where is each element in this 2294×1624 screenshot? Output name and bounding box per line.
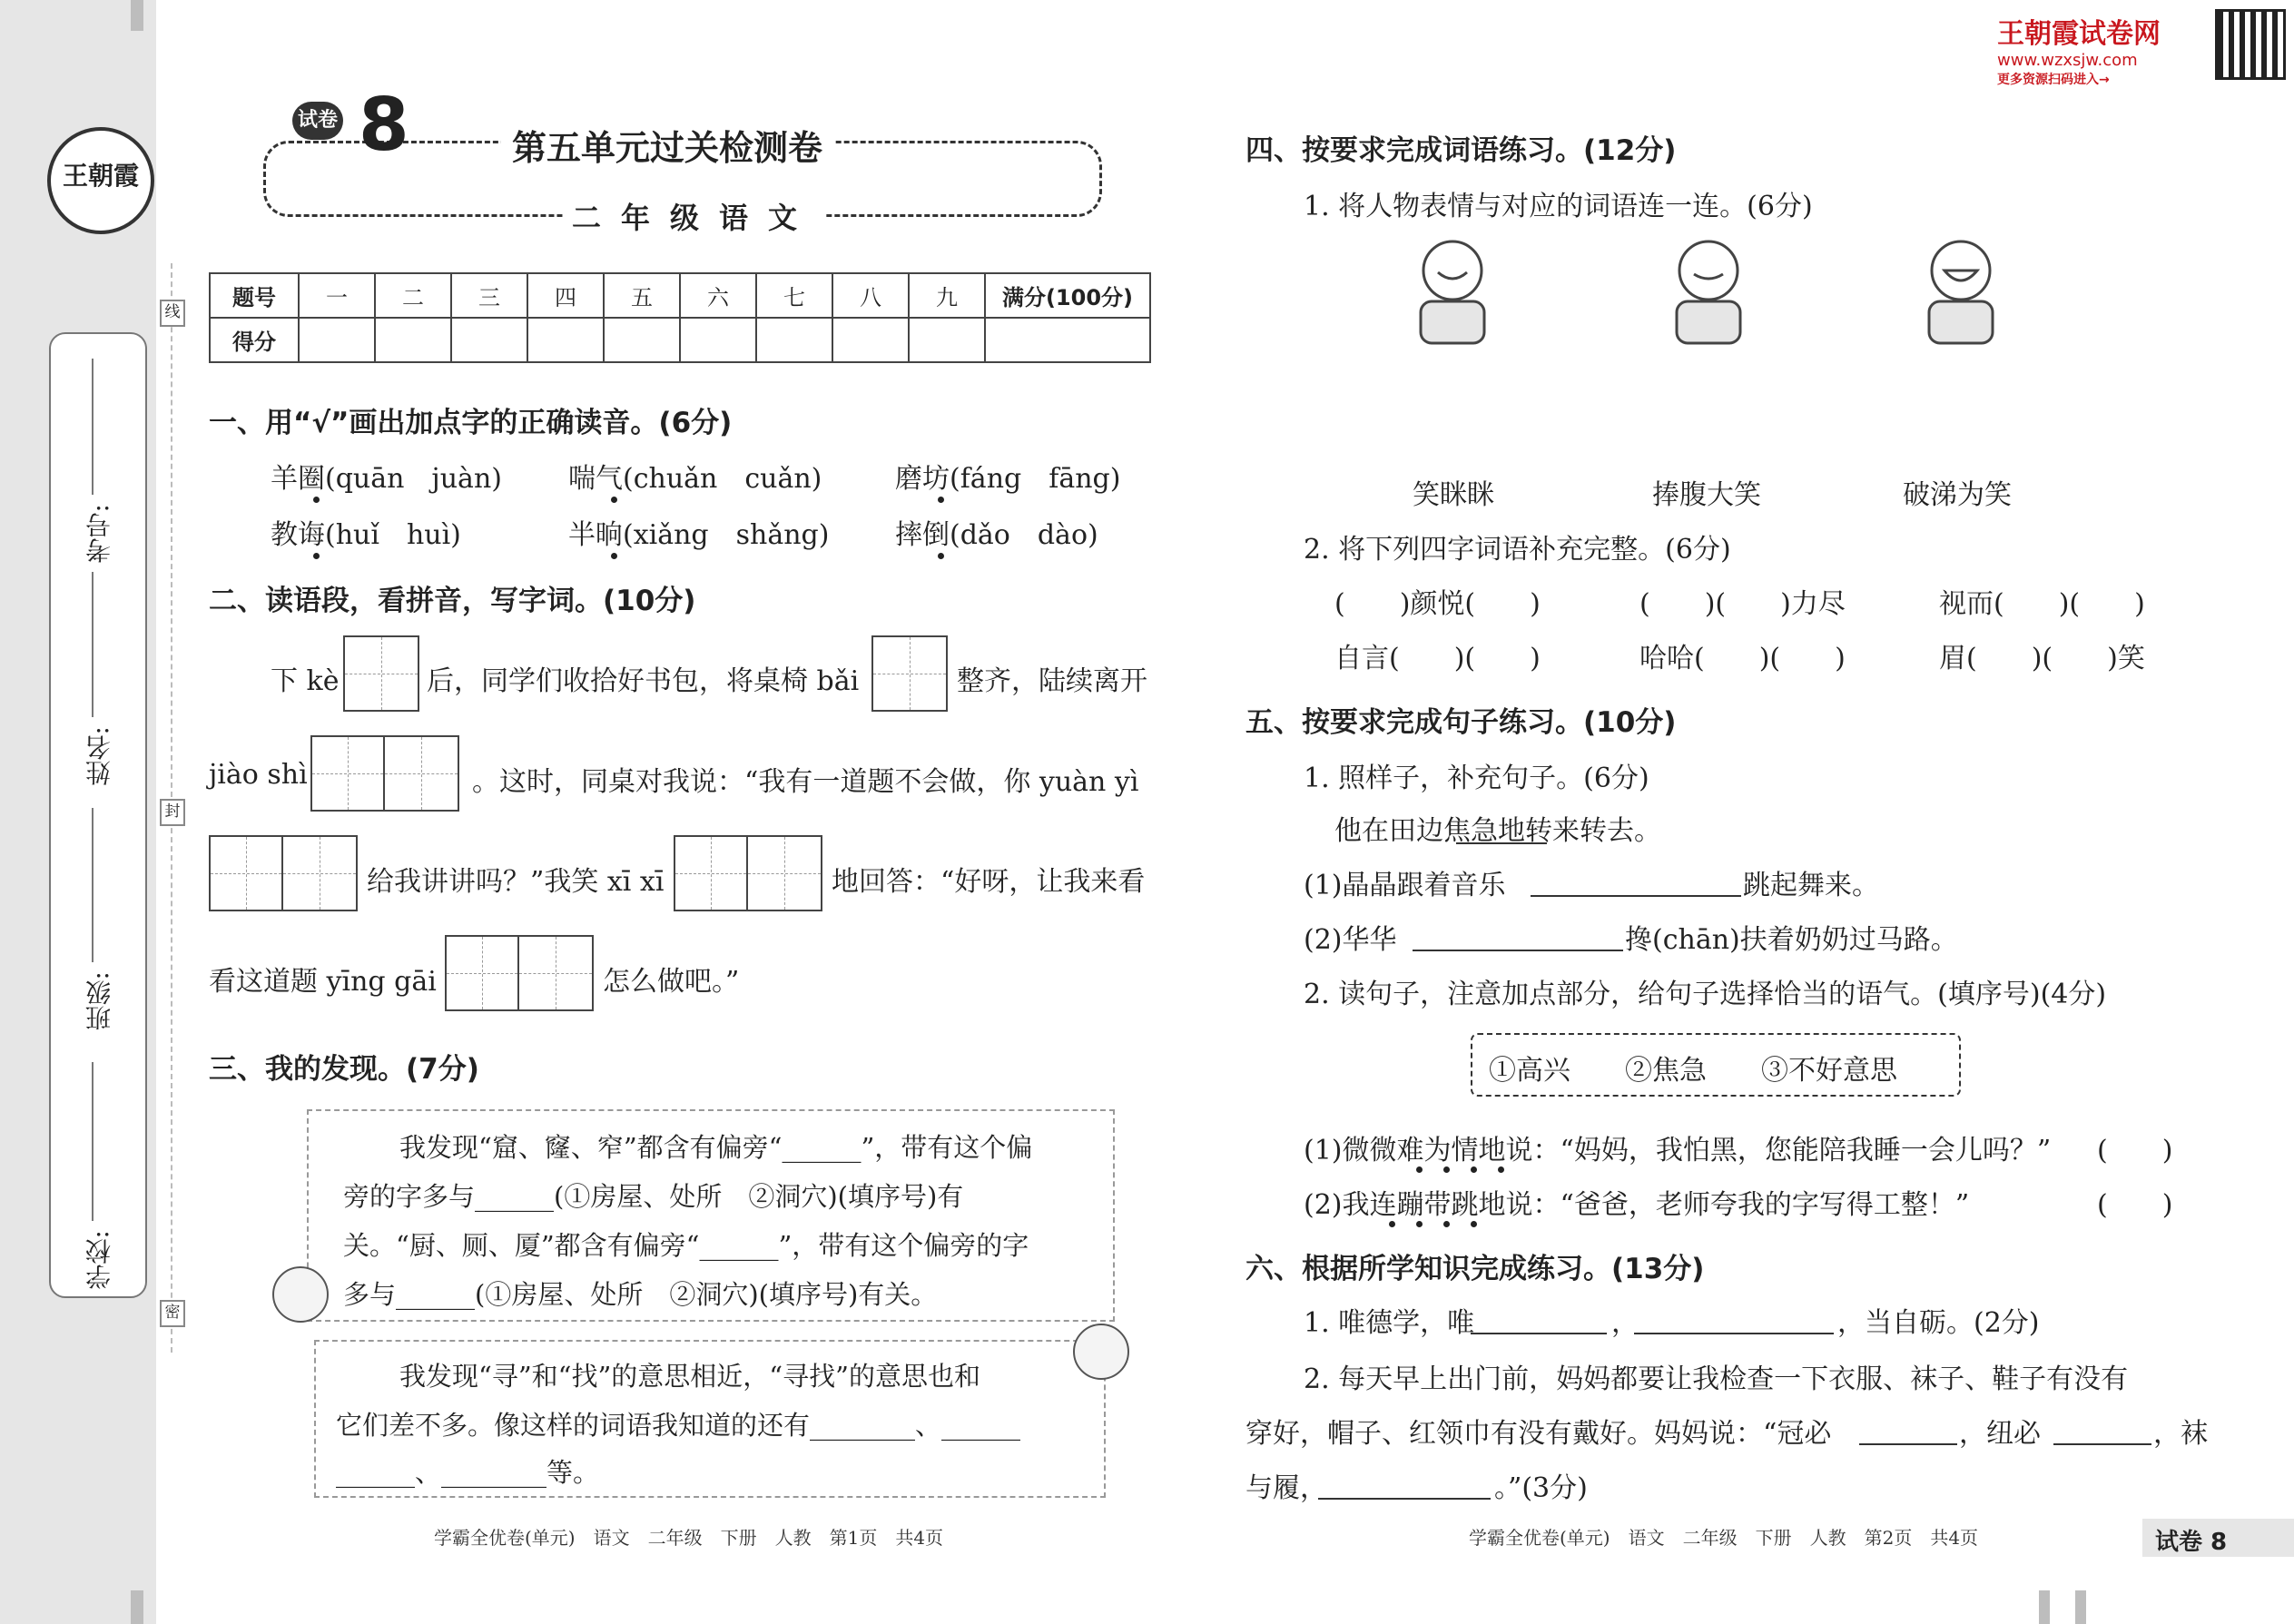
answer-line[interactable] <box>1318 1498 1491 1500</box>
idiom-blank[interactable]: ( )( )力尽 <box>1639 588 1846 620</box>
passage-text: 给我讲讲吗？”我笑 xī xī <box>367 866 665 898</box>
section-6-title: 六、根据所学知识完成练习。(13分) <box>1245 1253 1705 1285</box>
question-text: 1. 照样子，补充句子。(6分) <box>1304 763 1649 794</box>
pinyin-choice[interactable]: 羊圈(quān juàn) <box>271 463 502 495</box>
passage-text: 整齐，陆续离开 <box>957 665 1147 697</box>
table-cell: 五 <box>604 273 680 318</box>
emphasis-dot <box>1416 1221 1423 1227</box>
section-2-title: 二、读语段，看拼音，写字词。(10分) <box>209 585 696 617</box>
brand-block <box>1997 11 2161 88</box>
class-label: 班级: <box>84 971 114 1031</box>
score-table <box>209 272 1151 363</box>
passage-text: 后，同学们收拾好书包，将桌椅 bǎi <box>427 665 860 697</box>
table-cell: 三 <box>451 273 527 318</box>
question-text: 1. 将人物表情与对应的词语连一连。(6分) <box>1304 191 1813 222</box>
question-text: 。”(3分) <box>1494 1472 1588 1504</box>
idiom-blank[interactable]: 视而( )( ) <box>1939 588 2145 620</box>
example-underline <box>1456 842 1547 844</box>
passage-text: 。这时，同桌对我说：“我有一道题不会做，你 yuàn yì <box>472 766 1139 798</box>
emphasis-dot <box>938 497 944 503</box>
sentence-text: (2)我连蹦带跳地说：“爸爸，老师夸我的字写得工整！” <box>1304 1189 1970 1221</box>
section-1-title: 一、用“√”画出加点字的正确读音。(6分) <box>209 407 733 439</box>
table-row <box>210 273 1150 318</box>
score-input[interactable] <box>680 318 756 362</box>
score-input[interactable] <box>909 318 985 362</box>
discovery-line[interactable]: 多与______(①房屋、处所 ②洞穴)(填序号)有关。 <box>343 1279 938 1310</box>
fold-mark: 密 <box>160 1300 185 1327</box>
page-title: 第五单元过关检测卷 <box>501 120 833 170</box>
discovery-line[interactable]: 它们差不多。像这样的词语我知道的还有________、______ <box>336 1410 1021 1441</box>
table-cell: 七 <box>756 273 832 318</box>
example-sentence: 他在田边焦急地转来转去。 <box>1334 815 1661 847</box>
emphasis-dot <box>938 553 944 559</box>
table-cell: 八 <box>832 273 909 318</box>
emphasis-dot <box>1443 1166 1450 1173</box>
question-text: ， <box>1611 1307 1639 1339</box>
emphasis-dot <box>1498 1166 1504 1173</box>
emphasis-dot <box>1471 1221 1477 1227</box>
score-input[interactable] <box>451 318 527 362</box>
emphasis-dot <box>313 497 320 503</box>
question-text: 2. 将下列四字词语补充完整。(6分) <box>1304 534 1731 566</box>
score-input[interactable] <box>985 318 1150 362</box>
sentence-text: (2)华华 <box>1304 924 1397 956</box>
name-label: 姓名: <box>84 726 114 786</box>
question-text: 2. 每天早上出门前，妈妈都要让我检查一下衣服、袜子、鞋子有没有 <box>1304 1363 2129 1395</box>
girl-avatar-icon <box>272 1266 329 1323</box>
strip-marker-bottom <box>131 1590 143 1624</box>
corner-marker <box>2075 1590 2086 1624</box>
footer-right: 学霸全优卷(单元) 语文 二年级 下册 人教 第2页 共4页 <box>1469 1527 1979 1549</box>
faces-illustration <box>1407 236 2043 345</box>
answer-paren[interactable]: ( ) <box>2097 1135 2173 1166</box>
question-text: ，当自砺。(2分) <box>1837 1307 2040 1339</box>
passage-text: 看这道题 yīng gāi <box>209 966 437 998</box>
sentence-text: 跳起舞来。 <box>1743 870 1879 901</box>
fold-mark: 线 <box>160 300 185 327</box>
name-line[interactable] <box>92 572 94 717</box>
question-text: ，袜 <box>2153 1418 2208 1450</box>
idiom-blank[interactable]: ( )颜悦( ) <box>1334 588 1541 620</box>
sentence-text: (1)微微难为情地说：“妈妈，我怕黑，您能陪我睡一会儿吗？” <box>1304 1135 2052 1166</box>
table-row <box>210 318 1150 362</box>
pinyin-choice[interactable]: 摔倒(dǎo dào) <box>895 519 1098 551</box>
strip-marker-top <box>131 0 143 31</box>
answer-line[interactable] <box>1413 950 1623 951</box>
passage-text: 怎么做吧。” <box>603 966 740 998</box>
table-cell: 四 <box>527 273 604 318</box>
question-text: 穿好，帽子、红领巾有没有戴好。妈妈说：“冠必 <box>1245 1418 1832 1450</box>
score-input[interactable] <box>756 318 832 362</box>
score-input[interactable] <box>527 318 604 362</box>
emphasis-dot <box>1443 1221 1450 1227</box>
answer-paren[interactable]: ( ) <box>2097 1189 2173 1221</box>
emphasis-dot <box>313 553 320 559</box>
section-3-title: 三、我的发现。(7分) <box>209 1053 479 1086</box>
question-text: 2. 读句子，注意加点部分，给句子选择恰当的语气。(填序号)(4分) <box>1304 979 2107 1010</box>
table-cell: 一 <box>299 273 375 318</box>
idiom-blank[interactable]: 自言( )( ) <box>1334 643 1541 674</box>
score-input[interactable] <box>832 318 909 362</box>
exam-no-line[interactable] <box>92 359 94 495</box>
passage-text: 地回答：“好呀，让我来看 <box>832 866 1146 898</box>
section-4-title: 四、按要求完成词语练习。(12分) <box>1245 134 1677 167</box>
page-subtitle: 二年级语文 <box>563 195 826 237</box>
passage-text: jiào shì <box>209 759 308 791</box>
brand-name: 王朝霞试卷网 <box>1997 18 2161 50</box>
question-text: 1. 唯德学，唯 <box>1304 1307 1475 1339</box>
school-label: 学校: <box>84 1230 114 1290</box>
table-cell: 得分 <box>210 318 299 362</box>
writing-grid[interactable] <box>674 835 822 911</box>
exam-no-label: 考号: <box>84 504 114 564</box>
question-text: ，纽必 <box>1959 1418 2041 1450</box>
tone-options: ①高兴 ②焦急 ③不好意思 <box>1489 1055 1897 1087</box>
writing-grid[interactable] <box>343 635 419 712</box>
sentence-text: (1)晶晶跟着音乐 <box>1304 870 1506 901</box>
table-cell: 满分(100分) <box>985 273 1150 318</box>
discovery-line[interactable]: 旁的字多与______(①房屋、处所 ②洞穴)(填序号)有 <box>343 1181 964 1212</box>
question-text: 与履， <box>1245 1472 1327 1504</box>
score-input[interactable] <box>299 318 375 362</box>
smiling-face-icon <box>1421 241 1484 343</box>
match-word[interactable]: 笑眯眯 <box>1413 479 1494 511</box>
discovery-line[interactable]: ______、________等。 <box>336 1457 600 1488</box>
exam-number: 8 <box>359 83 409 167</box>
school-line[interactable] <box>92 1062 94 1221</box>
logo: 王朝霞 <box>47 127 154 234</box>
crying-laugh-face-icon <box>1677 241 1740 343</box>
laughing-face-icon <box>1929 241 1993 343</box>
pinyin-choice[interactable]: 磨坊(fáng fāng) <box>895 463 1121 495</box>
discovery-line[interactable]: 关。“厨、厕、厦”都含有偏旁“______”，带有这个偏旁的字 <box>343 1230 1029 1261</box>
writing-grid[interactable] <box>310 735 459 812</box>
footer-left: 学霸全优卷(单元) 语文 二年级 下册 人教 第1页 共4页 <box>434 1527 944 1549</box>
pinyin-choice[interactable]: 喘气(chuǎn cuǎn) <box>568 463 822 495</box>
idiom-blank[interactable]: 眉( )( )笑 <box>1939 643 2145 674</box>
table-cell: 题号 <box>210 273 299 318</box>
answer-line[interactable] <box>1859 1443 1957 1445</box>
brand-slogan: 更多资源扫码进入→ <box>1997 73 2110 87</box>
table-cell: 六 <box>680 273 756 318</box>
emphasis-dot <box>1471 1166 1477 1173</box>
answer-line[interactable] <box>2053 1443 2151 1445</box>
answer-line[interactable] <box>1634 1333 1834 1334</box>
passage-text: 下 kè <box>271 665 340 697</box>
student-info-box <box>49 332 147 1298</box>
match-word[interactable]: 捧腹大笑 <box>1652 479 1761 511</box>
score-input[interactable] <box>375 318 451 362</box>
emphasis-dot <box>611 553 617 559</box>
girl-avatar-icon <box>1073 1324 1129 1380</box>
writing-grid[interactable] <box>209 835 358 911</box>
exam-badge: 试卷 <box>292 102 343 140</box>
answer-line[interactable] <box>1531 895 1741 897</box>
fold-mark: 封 <box>160 799 185 826</box>
score-input[interactable] <box>604 318 680 362</box>
corner-marker <box>2039 1590 2050 1624</box>
writing-grid[interactable] <box>871 635 948 712</box>
brand-url[interactable]: www.wzxsjw.com <box>1997 51 2138 70</box>
idiom-blank[interactable]: 哈哈( )( ) <box>1639 643 1846 674</box>
answer-line[interactable] <box>1471 1333 1607 1334</box>
sentence-text: 搀(chān)扶着奶奶过马路。 <box>1625 924 1958 956</box>
pinyin-choice[interactable]: 半晌(xiǎng shǎng) <box>568 519 830 551</box>
pinyin-choice[interactable]: 教诲(huǐ huì) <box>271 519 461 551</box>
qr-code-icon[interactable] <box>2215 9 2286 80</box>
class-line[interactable] <box>92 808 94 962</box>
discovery-line[interactable]: 我发现“寻”和“找”的意思相近，“寻找”的意思也和 <box>399 1361 980 1392</box>
discovery-line[interactable]: 我发现“窟、窿、窄”都含有偏旁“______”，带有这个偏 <box>399 1132 1033 1163</box>
emphasis-dot <box>611 497 617 503</box>
emphasis-dot <box>1389 1221 1395 1227</box>
table-cell: 二 <box>375 273 451 318</box>
section-5-title: 五、按要求完成句子练习。(10分) <box>1245 706 1677 739</box>
emphasis-dot <box>1416 1166 1423 1173</box>
match-word[interactable]: 破涕为笑 <box>1903 479 2012 511</box>
paper-tag-text: 试卷 8 <box>2155 1529 2228 1556</box>
table-cell: 九 <box>909 273 985 318</box>
writing-grid[interactable] <box>445 935 594 1011</box>
